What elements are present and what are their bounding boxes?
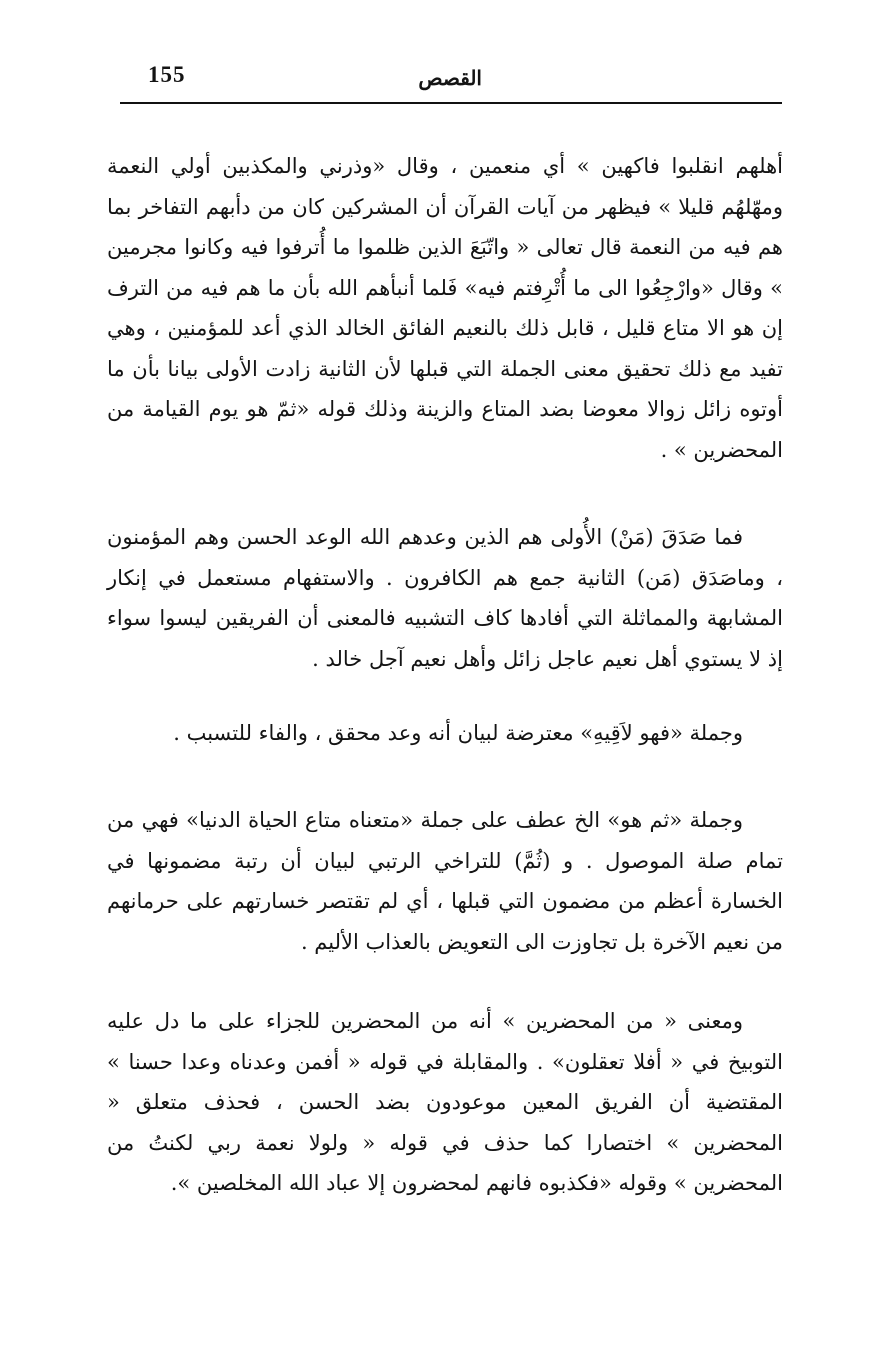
paragraph-5: ومعنى « من المحضرين » أنه من المحضرين للجزاء على ما دل عليه التوبيخ في « أفلا تعقلون» . والمقابلة في قوله « أفمن وعدناه وعدا حسنا » المقتضية أن الفريق المعين موعودون بضد الحسن ، فحذف متعلق « المحضرين » اختصارا كما حذف في قوله « ولولا نعمة ربي لكنتُ من المحضرين » وقوله «فكذبوه فانهم لمحضرون إلا عباد الله المخلصين ». (107, 1009, 783, 1195)
running-title: القصص (418, 66, 482, 90)
paragraph-2: فما صَدَقَ (مَنْ) الأُولى هم الذين وعدهم الله الوعد الحسن وهم المؤمنون ، وماصَدَق (مَن) الثانية جمع هم الكافرون . والاستفهام مستعمل في إنكار المشابهة والمماثلة التي أفادها كاف التشبيه فالمعنى أن الفريقين ليسوا سواء إذ لا يستوي أهل نعيم عاجل زائل وأهل نعيم آجل خالد . (107, 525, 783, 671)
paragraph-4: وجملة «ثم هو» الخ عطف على جملة «متعناه متاع الحياة الدنيا» فهي من تمام صلة الموصول . و (ثُمَّ) للتراخي الرتبي لبيان أن رتبة مضمونها في الخسارة أعظم من مضمون التي قبلها ، أي لم تقتصر خسارتهم على حرمانهم من نعيم الآخرة بل تجاوزت الى التعويض بالعذاب الأليم . (107, 808, 783, 954)
page-number: 155 (148, 62, 186, 87)
paragraph-3: وجملة «فهو لاَقِيهِ» معترضة لبيان أنه وعد محقق ، والفاء للتسبب . (173, 721, 743, 745)
header-divider (120, 102, 782, 104)
paragraph-1: أهلهم انقلبوا فاكهين » أي منعمين ، وقال «وذرني والمكذبين أولي النعمة ومهّلهُم قليلا » فيظهر من آيات القرآن أن المشركين كان من دأبهم التفاخر بما هم فيه من النعمة قال تعالى « واتّبَعَ الذين ظلموا ما أُترفوا فيه وكانوا مجرمين » وقال «وارْجِعُوا الى ما أُتْرِفتم فيه» فَلما أنبأهم الله بأن ما هم فيه من الترف إن هو الا متاع قليل ، قابل ذلك بالنعيم الفائق الخالد الذي أعد للمؤمنين ، وهي تفيد مع ذلك تحقيق معنى الجملة التي قبلها لأن الثانية زادت الأولى بيانا بأن ما أوتوه زائل زوالا معوضا بضد المتاع والزينة وذلك قوله «ثمّ هو يوم القيامة من المحضرين » . (107, 154, 783, 462)
page-header (120, 62, 782, 102)
